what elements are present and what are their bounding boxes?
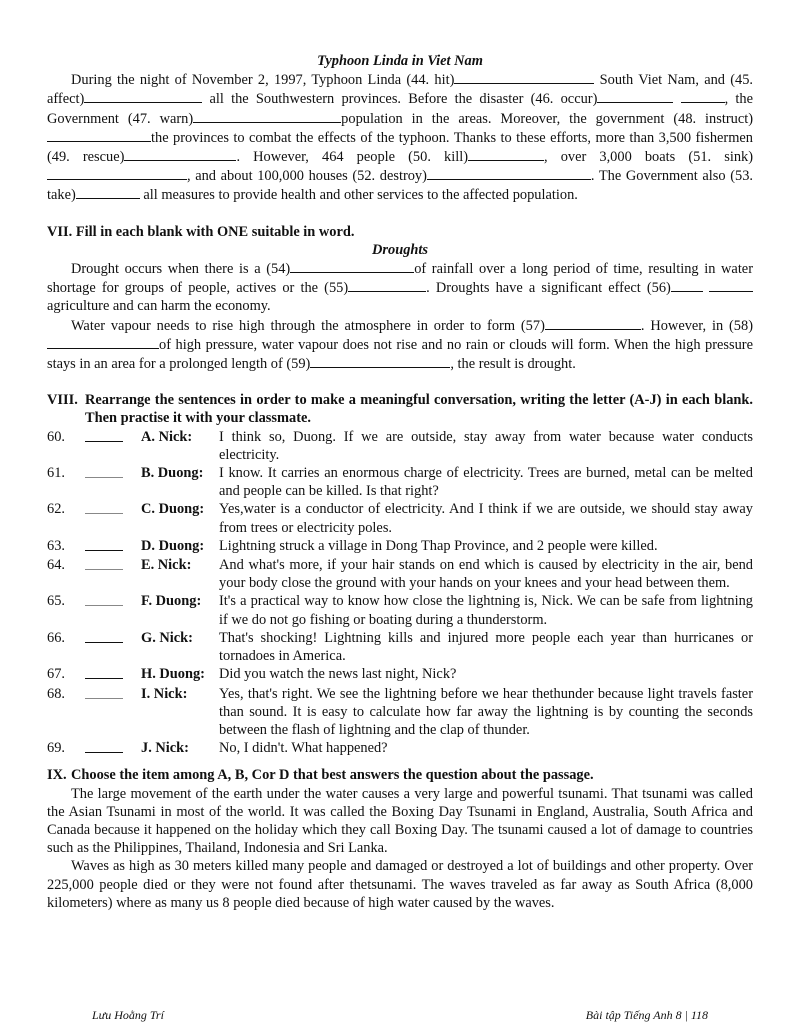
answer-cell: [85, 685, 141, 740]
answer-cell: [85, 665, 141, 684]
conversation-line: [47, 500, 753, 536]
line-number: 60.: [47, 428, 65, 445]
speaker-label: H. Duong:: [141, 666, 205, 683]
conversation-line: [47, 428, 753, 464]
worksheet-page: [47, 52, 753, 912]
answer-blank-47[interactable]: [193, 109, 341, 123]
answer-cell: [85, 500, 141, 536]
answer-blank-45[interactable]: [84, 89, 202, 103]
speaker-label: J. Nick:: [141, 740, 189, 757]
answer-blank-52[interactable]: [427, 166, 591, 180]
line-number: 63.: [47, 537, 65, 554]
line-number: 69.: [47, 740, 65, 757]
answer-blank-51[interactable]: [47, 166, 187, 180]
answer-blank-55[interactable]: [348, 278, 426, 292]
passage-text: . The Government also (53. take): [47, 168, 753, 204]
answer-blank-58[interactable]: [47, 335, 159, 349]
conversation-line: [47, 685, 753, 740]
answer-letter-blank[interactable]: [85, 556, 123, 570]
footer-author: Lưu Hoằng Trí: [92, 1008, 164, 1022]
passage-text: agriculture and can harm the economy.: [47, 298, 271, 315]
conversation-line: [47, 464, 753, 500]
section-8-heading: [47, 391, 753, 427]
answer-cell: [85, 592, 141, 628]
speaker-label: D. Duong:: [141, 537, 205, 554]
answer-blank-46b[interactable]: [681, 89, 725, 103]
line-number: 67.: [47, 666, 65, 683]
dialogue-text: Did you watch the news last night, Nick?: [219, 666, 457, 683]
line-number: 66.: [47, 629, 65, 646]
dialogue-text: It's a practical way to know how close the lightning is, Nick. We can be safe from lightning if we do not go fishing or boating during a thunderstorm.: [219, 593, 753, 628]
dialogue-text: Yes,water is a conductor of electricity. And I think if we are outside, we should stay away from trees or electricity poles.: [219, 501, 753, 536]
droughts-paragraph-1: [47, 259, 753, 316]
passage-text: , over 3,000 boats (51. sink): [544, 149, 754, 166]
answer-blank-46[interactable]: [597, 89, 673, 103]
passage-text: of high pressure, water vapour does not rise and no rain or clouds will form. When the high pressure stays in an area for a prolonged length of (59): [47, 336, 753, 373]
tsunami-paragraph-2: Waves as high as 30 meters killed many people and damaged or destroyed a lot of buildings and other property. Over 225,000 people died or they were not found after thetsunami. The waves traveled as far away as South Africa (8,000 kilometers) where as many us 8 people died because of high water caused by the waves.: [47, 858, 753, 911]
answer-cell: [85, 537, 141, 556]
line-number: 64.: [47, 557, 65, 574]
conversation-line: [47, 665, 753, 684]
tsunami-paragraph-1: The large movement of the earth under the water causes a very large and powerful tsunami. That tsunami was called the Asian Tsunami in most of the world. It was called the Boxing Day Tsunami in England, Australia, South Africa and Canada because it happened on the holiday which they call Boxing Day. The tsunami caused a lot of damage to countries such as the Philippines, Thailand, Indonesia and Sri Lanka.: [47, 785, 753, 857]
answer-letter-blank[interactable]: [85, 428, 123, 442]
section-number: VIII.: [47, 392, 78, 409]
passage-text: South Viet Nam, and (45. affect): [47, 72, 753, 108]
footer-book-page: Bài tập Tiếng Anh 8 | 118: [585, 1008, 708, 1022]
passage-title: Typhoon Linda in Viet Nam: [317, 53, 483, 69]
passage-text: , the result is drought.: [450, 356, 576, 373]
conversation-line: [47, 556, 753, 592]
passage-text: Water vapour needs to rise high through the atmosphere in order to form (57): [71, 317, 545, 334]
section-number: VII.: [47, 223, 73, 240]
line-number: 62.: [47, 501, 65, 518]
passage-text: population in the areas. Moreover, the government (48. instruct): [341, 110, 754, 127]
passage-text: all the Southwestern provinces. Before the disaster (46. occur): [202, 91, 598, 108]
answer-blank-56b[interactable]: [709, 278, 753, 292]
passage-text: . However, 464 people (50. kill): [236, 149, 469, 166]
droughts-paragraph-2: [47, 316, 753, 374]
conversation-line: [47, 537, 753, 556]
answer-blank-56[interactable]: [671, 278, 703, 292]
speaker-label: I. Nick:: [141, 685, 188, 702]
line-number: 61.: [47, 465, 65, 482]
conversation-line: [47, 592, 753, 628]
speaker-label: C. Duong:: [141, 501, 205, 518]
conversation-line: [47, 629, 753, 665]
passage-text: the provinces to combat the effects of the typhoon. Thanks to these efforts, more than 3,500 fishermen (49. rescue): [47, 129, 753, 166]
answer-blank-48[interactable]: [47, 128, 151, 142]
conversation-table: [47, 428, 753, 759]
section-instruction: Rearrange the sentences in order to make a meaningful conversation, writing the letter (A-J) in each blank. Then practise it with your classmate.: [85, 392, 753, 427]
answer-blank-59[interactable]: [310, 354, 450, 368]
dialogue-text: I think so, Duong. If we are outside, stay away from water because water conducts electricity.: [219, 428, 753, 463]
answer-cell: [85, 464, 141, 500]
passage-text: Drought occurs when there is a (54): [71, 261, 291, 278]
answer-blank-49[interactable]: [124, 147, 236, 161]
passage-text: . Droughts have a significant effect (56): [426, 280, 671, 297]
answer-letter-blank[interactable]: [85, 500, 123, 514]
answer-cell: [85, 428, 141, 464]
speaker-label: B. Duong:: [141, 465, 204, 482]
answer-blank-54[interactable]: [290, 259, 414, 273]
answer-cell: [85, 739, 141, 758]
passage-text: of rainfall over a long period of time, resulting in water shortage for groups of people, actives or the (55): [47, 261, 753, 297]
section-number: IX.: [47, 767, 67, 784]
line-number: 68.: [47, 685, 65, 702]
section-instruction: Choose the item among A, B, Cor D that best answers the question about the passage.: [71, 767, 594, 784]
dialogue-text: And what's more, if your hair stands on end which is caused by electricity in the air, bend your body close the ground with your hands on your knees and your head between them.: [219, 557, 753, 592]
answer-blank-44[interactable]: [454, 70, 594, 84]
section-9-heading: [47, 766, 753, 784]
dialogue-text: Yes, that's right. We see the lightning before we hear thethunder because light travels faster than sound. It is easy to calculate how far away the lightning is by counting the seconds between the flash of lightning and the clap of thunder.: [219, 685, 753, 738]
speaker-label: G. Nick:: [141, 629, 193, 646]
dialogue-text: No, I didn't. What happened?: [219, 740, 388, 757]
answer-cell: [85, 556, 141, 592]
speaker-label: E. Nick:: [141, 557, 192, 574]
dialogue-text: That's shocking! Lightning kills and injured more people each year than hurricanes or tornadoes in America.: [219, 629, 753, 665]
dialogue-text: Lightning struck a village in Dong Thap Province, and 2 people were killed.: [219, 537, 658, 554]
answer-letter-blank[interactable]: [85, 537, 123, 551]
line-number: 65.: [47, 593, 65, 610]
dialogue-text: I know. It carries an enormous charge of electricity. Trees are burned, metal can be melted and people can be killed. Is that right?: [219, 465, 753, 500]
answer-letter-blank[interactable]: [85, 685, 123, 699]
section-7-heading: [47, 223, 753, 241]
conversation-line: [47, 739, 753, 758]
answer-letter-blank[interactable]: [85, 464, 123, 478]
section-instruction: Fill in each blank with ONE suitable in word.: [75, 223, 355, 240]
answer-cell: [85, 629, 141, 665]
passage-text: , the Government (47. warn): [47, 91, 753, 127]
passage-text: During the night of November 2, 1997, Typhoon Linda (44. hit): [71, 72, 455, 89]
typhoon-passage: [47, 70, 753, 204]
passage-text: . However, in (58): [640, 317, 753, 334]
answer-letter-blank[interactable]: [85, 629, 123, 643]
answer-blank-53[interactable]: [76, 185, 140, 199]
answer-blank-50[interactable]: [468, 147, 544, 161]
answer-letter-blank[interactable]: [85, 739, 123, 753]
speaker-label: F. Duong:: [141, 593, 202, 610]
answer-letter-blank[interactable]: [85, 592, 123, 606]
passage-text: , and about 100,000 houses (52. destroy): [187, 168, 427, 185]
droughts-title: Droughts: [372, 241, 428, 258]
passage-text: all measures to provide health and other services to the affected population.: [139, 187, 578, 204]
answer-blank-57[interactable]: [545, 316, 641, 330]
answer-letter-blank[interactable]: [85, 665, 123, 679]
speaker-label: A. Nick:: [141, 428, 193, 445]
